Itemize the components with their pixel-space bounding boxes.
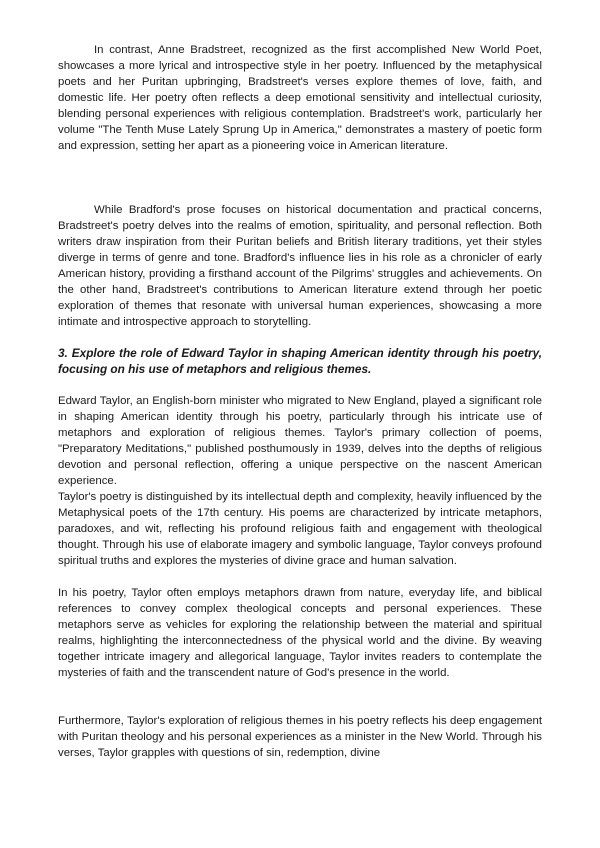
paragraph-taylor-religious-themes: Furthermore, Taylor's exploration of religious themes in his poetry reflects his deep engagement with Puritan theology and his personal experiences as a minister in the New World. Through his verses, Taylor grapples with questions of sin, redemption, divine: [58, 715, 542, 759]
paragraph-bradstreet-intro: In contrast, Anne Bradstreet, recognized as the first accomplished New World Poet, showcases a more lyrical and introspective style in her poetry. Influenced by the metaphysical poets and her Puritan upbringing, Bradstreet's verses explore themes of love, faith, and domestic life. Her poetry often reflects a deep emotional sensitivity and intellectual curiosity, blending personal experiences with religious contemplation. Bradstreet's work, particularly her volume "The Tenth Muse Lately Sprung Up in America," demonstrates a mastery of poetic form and expression, setting her apart as a pioneering voice in American literature.: [58, 44, 542, 152]
paragraph-taylor-style: Taylor's poetry is distinguished by its intellectual depth and complexity, heavily influenced by the Metaphysical poets of the 17th century. His poems are characterized by intricate metaphors, paradoxes, and wit, reflecting his profound religious faith and engagement with theological thought. Through his use of elaborate imagery and symbolic language, Taylor conveys profound spiritual truths and explores the mysteries of divine grace and human salvation.: [58, 491, 542, 567]
section-heading-3: 3. Explore the role of Edward Taylor in shaping American identity through his poetry, focusing on his use of metaphors and religious themes.: [58, 346, 542, 376]
paragraph-taylor-intro: Edward Taylor, an English-born minister who migrated to New England, played a significant role in shaping American identity through his poetry, particularly through his intricate use of metaphors and exploration of religious themes. Taylor's primary collection of poems, "Preparatory Meditations," published posthumously in 1939, delves into the depths of religious devotion and personal reflection, offering a unique perspective on the nascent American experience.: [58, 395, 542, 487]
paragraph-bradford-comparison: While Bradford's prose focuses on historical documentation and practical concerns, Bradstreet's poetry delves into the realms of emotion, spirituality, and personal reflection. Both writers draw inspiration from their Puritan beliefs and British literary traditions, yet their styles diverge in terms of genre and tone. Bradford's influence lies in his role as a chronicler of early American history, providing a firsthand account of the Pilgrims' struggles and achievements. On the other hand, Bradstreet's contributions to American literature extend through her poetic exploration of themes that resonate with universal human experiences, showcasing a more intimate and introspective approach to storytelling.: [58, 204, 542, 328]
paragraph-taylor-metaphors: In his poetry, Taylor often employs metaphors drawn from nature, everyday life, and biblical references to convey complex theological concepts and personal experiences. These metaphors serve as vehicles for exploring the relationship between the material and spiritual realms, highlighting the interconnectedness of the physical world and the divine. By weaving together intricate imagery and allegorical language, Taylor invites readers to contemplate the mysteries of faith and the transcendent nature of God's presence in the world.: [58, 587, 542, 679]
